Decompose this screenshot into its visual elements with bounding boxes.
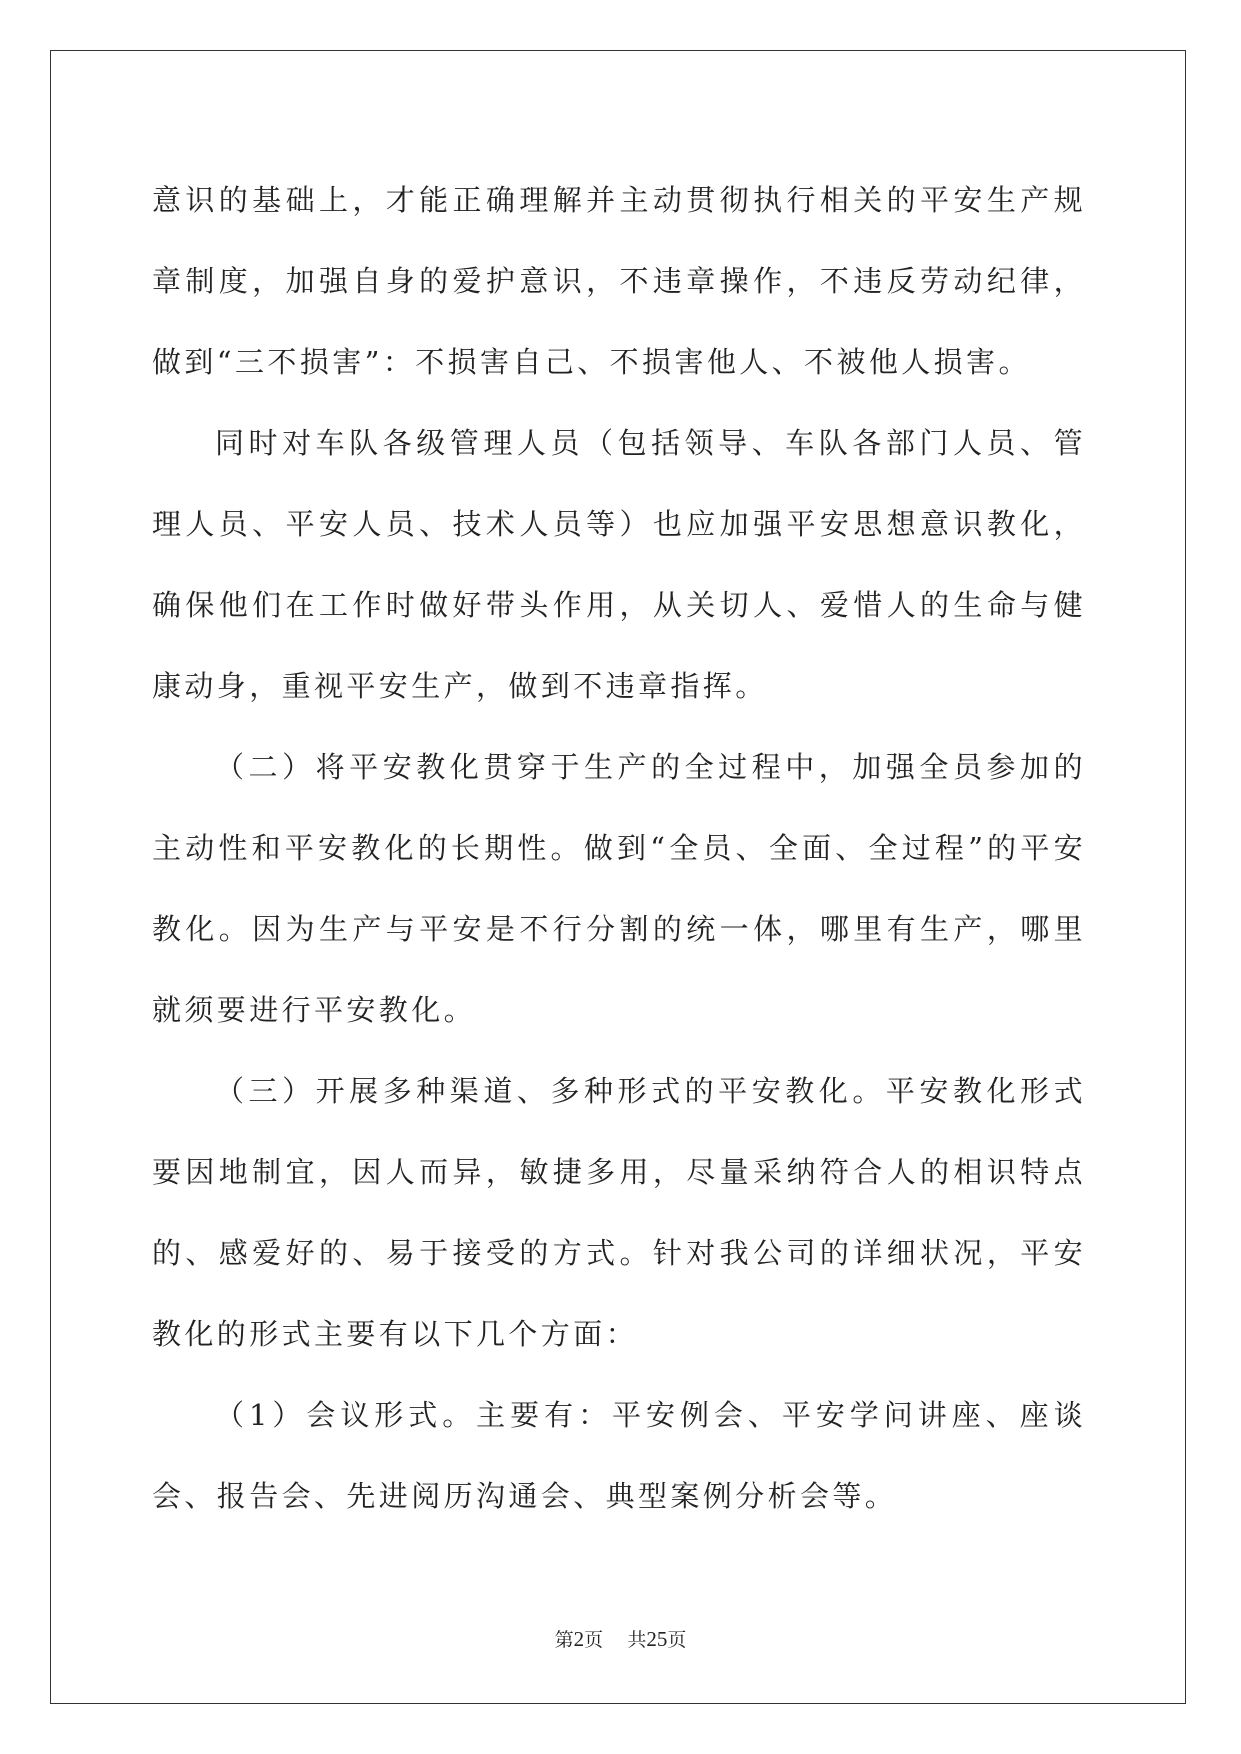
page-prefix: 第 (554, 1629, 574, 1651)
paragraph-5: （1）会议形式。主要有：平安例会、平安学问讲座、座谈会、报告会、先进阅历沟通会、典型案例分析会等。 (152, 1398, 1086, 1513)
page-suffix: 页 (584, 1629, 604, 1651)
paragraph-3: （二）将平安教化贯穿于生产的全过程中，加强全员参加的主动性和平安教化的长期性。做到“全员、全面、全过程”的平安教化。因为生产与平安是不行分割的统一体，哪里有生产，哪里就须要进行平安教化。 (152, 750, 1086, 1027)
document-body (152, 160, 1086, 1537)
paragraph-1: 意识的基础上，才能正确理解并主动贯彻执行相关的平安生产规章制度，加强自身的爱护意识，不违章操作，不违反劳动纪律，做到“三不损害”：不损害自己、不损害他人、不被他人损害。 (152, 183, 1086, 379)
total-suffix: 页 (667, 1629, 687, 1651)
total-pages: 25 (646, 1627, 668, 1651)
total-prefix: 共 (627, 1629, 647, 1651)
page-footer (0, 1625, 1241, 1652)
page-number: 2 (573, 1627, 585, 1651)
paragraph-4: （三）开展多种渠道、多种形式的平安教化。平安教化形式要因地制宜，因人而异，敏捷多用，尽量采纳符合人的相识特点的、感爱好的、易于接受的方式。针对我公司的详细状况，平安教化的形式主要有以下几个方面： (152, 1074, 1086, 1351)
paragraph-2: 同时对车队各级管理人员（包括领导、车队各部门人员、管理人员、平安人员、技术人员等）也应加强平安思想意识教化，确保他们在工作时做好带头作用，从关切人、爱惜人的生命与健康动身，重视平安生产，做到不违章指挥。 (152, 426, 1086, 703)
